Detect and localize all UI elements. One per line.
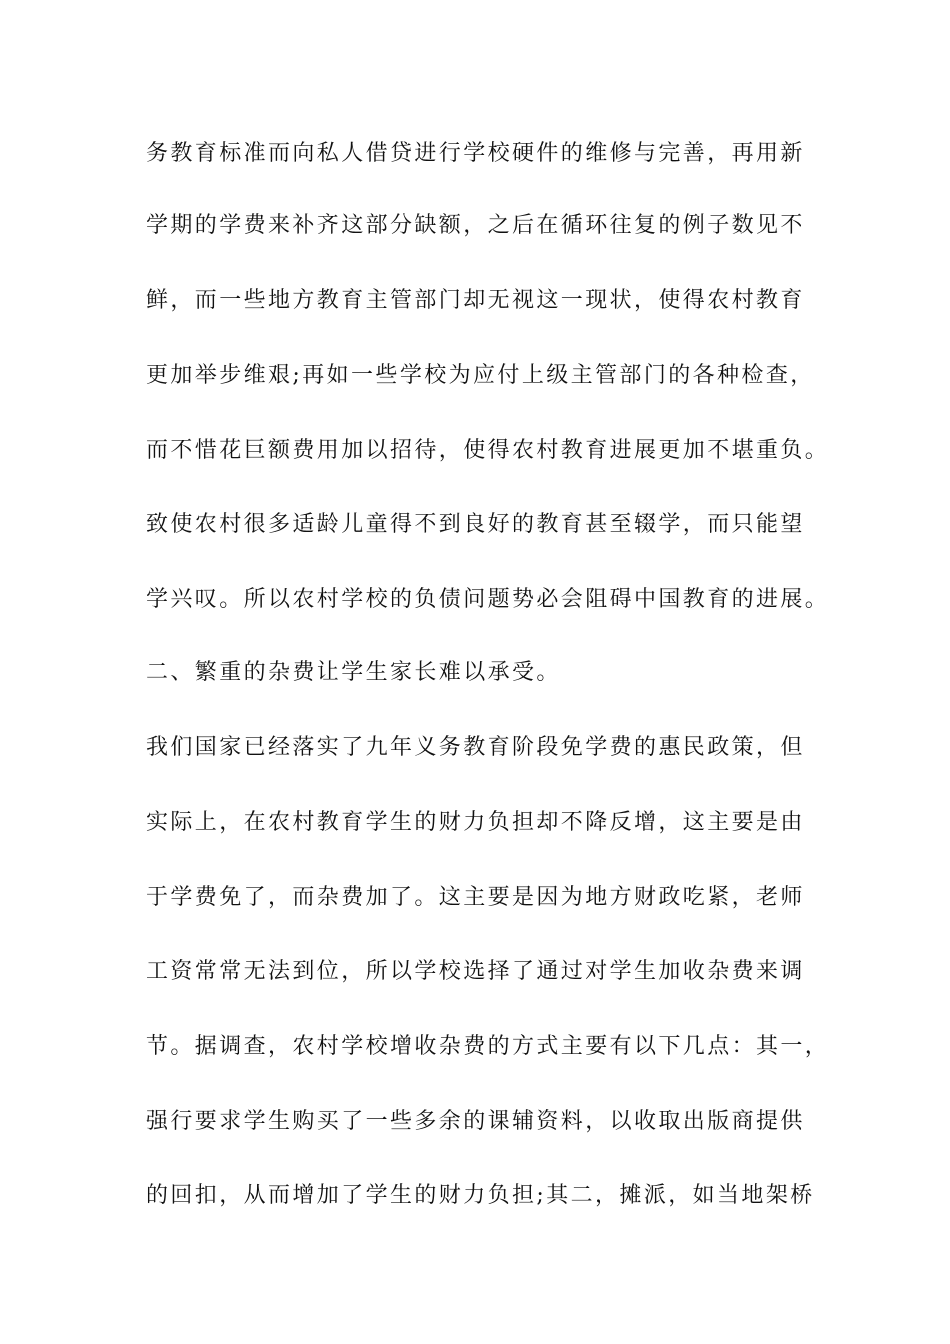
text-line-15: 的回扣，从而增加了学生的财力负担;其二，摊派，如当地架桥 xyxy=(146,1183,815,1208)
text-line-2: 学期的学费来补齐这部分缺额，之后在循环往复的例子数见不 xyxy=(146,213,805,238)
text-line-3: 鲜，而一些地方教育主管部门却无视这一现状，使得农村教育 xyxy=(146,288,805,313)
text-line-4: 更加举步维艰;再如一些学校为应付上级主管部门的各种检查， xyxy=(146,363,815,388)
text-line-13: 节。据调查，农村学校增收杂费的方式主要有以下几点：其一， xyxy=(146,1034,830,1059)
text-line-1: 务教育标准而向私人借贷进行学校硬件的维修与完善，再用新 xyxy=(146,141,805,166)
section-heading: 二、繁重的杂费让学生家长难以承受。 xyxy=(146,660,561,685)
text-line-6: 致使农村很多适龄儿童得不到良好的教育甚至辍学，而只能望 xyxy=(146,512,805,537)
text-line-9: 我们国家已经落实了九年义务教育阶段免学费的惠民政策，但 xyxy=(146,735,805,760)
text-line-5: 而不惜花巨额费用加以招待，使得农村教育进展更加不堪重负。 xyxy=(146,438,830,463)
text-line-7: 学兴叹。所以农村学校的负债问题势必会阻碍中国教育的进展。 xyxy=(146,587,830,612)
text-line-14: 强行要求学生购买了一些多余的课辅资料，以收取出版商提供 xyxy=(146,1109,805,1134)
text-line-12: 工资常常无法到位，所以学校选择了通过对学生加收杂费来调 xyxy=(146,959,805,984)
text-line-11: 于学费免了，而杂费加了。这主要是因为地方财政吃紧，老师 xyxy=(146,885,805,910)
text-line-10: 实际上，在农村教育学生的财力负担却不降反增，这主要是由 xyxy=(146,810,805,835)
